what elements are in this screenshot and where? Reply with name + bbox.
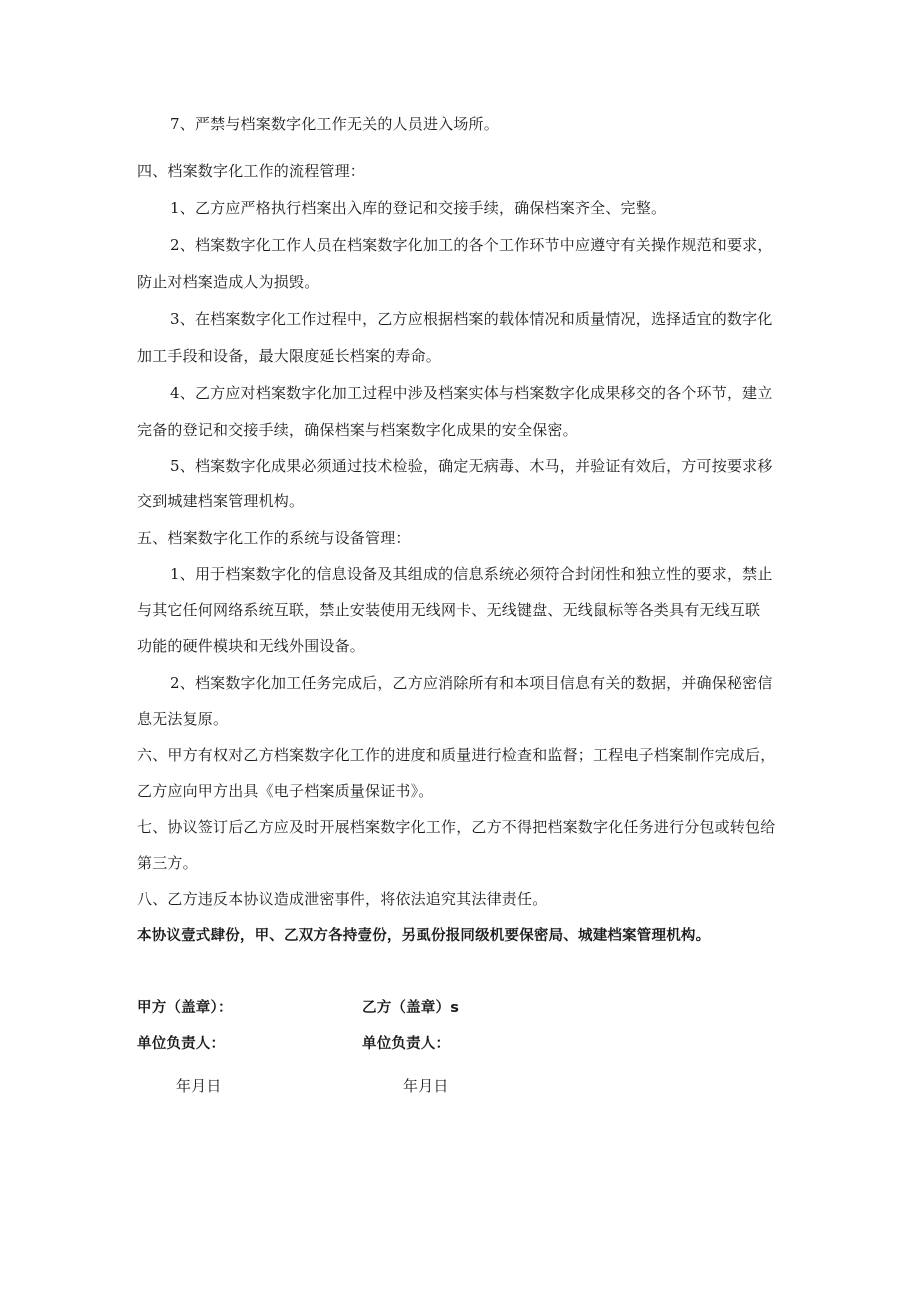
section7-line2: 第三方。 [137, 854, 198, 872]
section4-item3-line2: 加工手段和设备，最大限度延长档案的寿命。 [137, 347, 442, 365]
section4-item4-line2: 完备的登记和交接手续，确保档案与档案数字化成果的安全保密。 [137, 421, 578, 439]
section4-item5-line2: 交到城建档案管理机构。 [137, 492, 305, 510]
section4-item3-line1: 3、在档案数字化工作过程中，乙方应根据档案的载体情况和质量情况，选择适宜的数字化 [170, 310, 773, 328]
section6-line1: 六、甲方有权对乙方档案数字化工作的进度和质量进行检查和监督；工程电子档案制作完成后， [137, 746, 776, 764]
section8: 八、乙方违反本协议造成泄密事件，将依法追究其法律责任。 [137, 890, 548, 908]
section5-item1-line1: 1、用于档案数字化的信息设备及其组成的信息系统必须符合封闭性和独立性的要求，禁止 [170, 565, 773, 583]
party-a-seal-label: 甲方（盖章）： [137, 1000, 233, 1016]
party-a-responsible-label: 单位负责人： [137, 1036, 226, 1052]
section4-item2-line1: 2、档案数字化工作人员在档案数字化加工的各个工作环节中应遵守有关操作规范和要求， [170, 236, 773, 254]
section4-item2-line2: 防止对档案造成人为损毁。 [137, 273, 320, 291]
party-a-date: 年月日 [176, 1077, 222, 1095]
party-b-responsible-label: 单位负责人： [362, 1036, 451, 1052]
section5-item2-line2: 息无法复原。 [137, 710, 229, 728]
party-b-date: 年月日 [403, 1077, 449, 1095]
copies-statement: 本协议壹式肆份，甲、乙双方各持壹份，另虱份报同级机要保密局、城建档案管理机构。 [137, 928, 711, 944]
section5-heading: 五、档案数字化工作的系统与设备管理： [137, 529, 411, 547]
section5-item2-line1: 2、档案数字化加工任务完成后，乙方应消除所有和本项目信息有关的数据，并确保秘密信 [170, 674, 773, 692]
section4-item5-line1: 5、档案数字化成果必须通过技术检验，确定无病毒、木马，并验证有效后，方可按要求移 [170, 457, 773, 475]
section4-item4-line1: 4、乙方应对档案数字化加工过程中涉及档案实体与档案数字化成果移交的各个环节，建立 [170, 384, 773, 402]
section7-line1: 七、协议签订后乙方应及时开展档案数字化工作，乙方不得把档案数字化任务进行分包或转包给 [137, 818, 776, 836]
section4-heading: 四、档案数字化工作的流程管理： [137, 162, 366, 180]
section3-item7: 7、严禁与档案数字化工作无关的人员进入场所。 [170, 115, 499, 133]
section6-line2: 乙方应向甲方出具《电子档案质量保证书》。 [137, 782, 434, 800]
party-b-seal-label: 乙方（盖章）s [362, 1000, 460, 1016]
section5-item1-line3: 功能的硬件模块和无线外围设备。 [137, 637, 366, 655]
section5-item1-line2: 与其它任何网络系统互联，禁止安装使用无线网卡、无线键盘、无线鼠标等各类具有无线互联 [137, 601, 761, 619]
section4-item1: 1、乙方应严格执行档案出入库的登记和交接手续，确保档案齐全、完整。 [170, 199, 667, 217]
